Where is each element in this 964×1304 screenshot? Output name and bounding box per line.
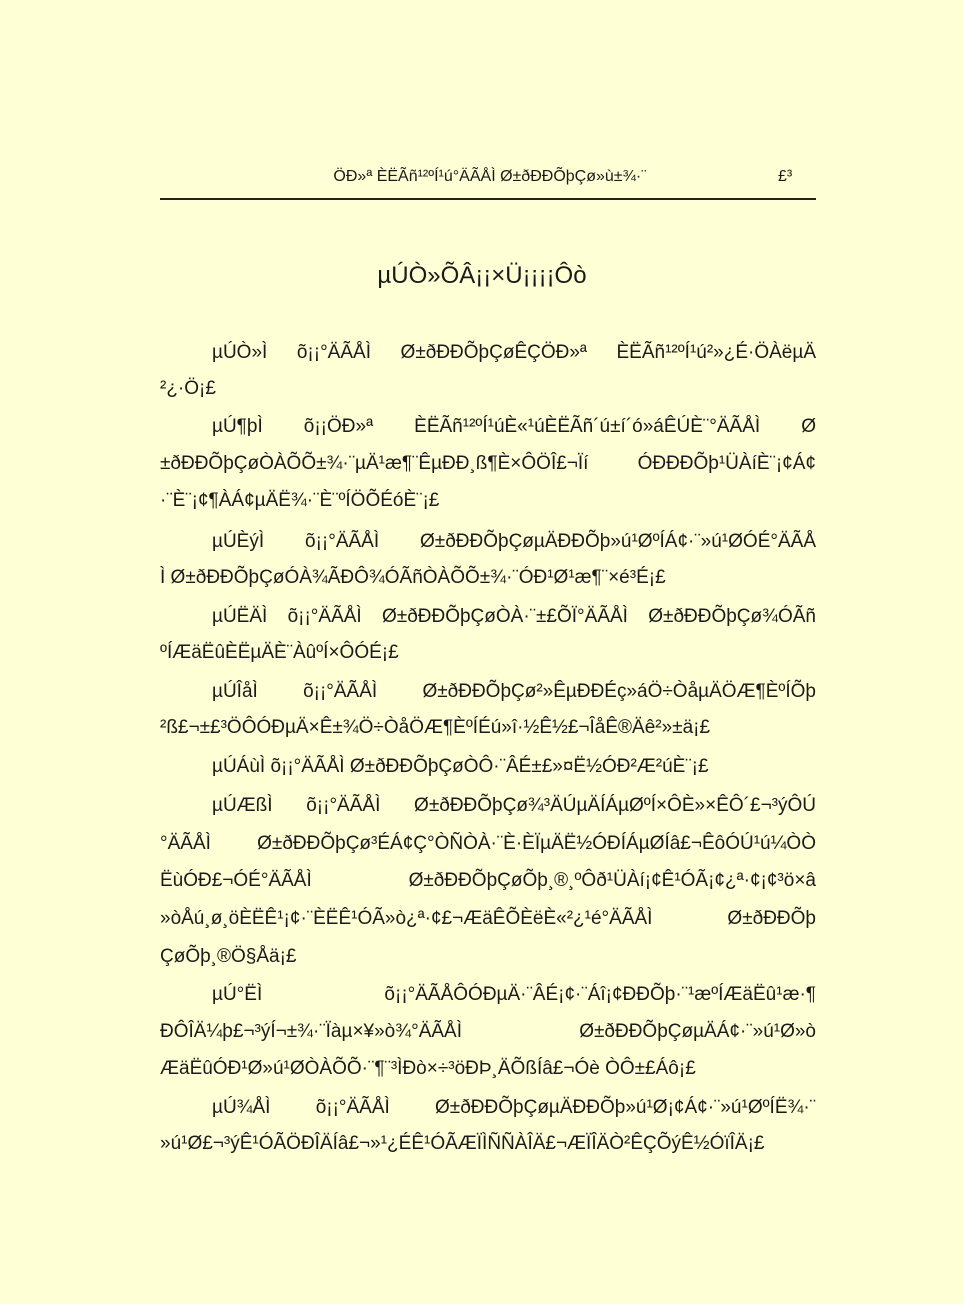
text-line: ÇøÕþ¸®Ö§Åä¡£ — [160, 946, 297, 967]
text-line: µÚ¶þÌ õ¡¡ÖÐ»ª ÈËÃñ¹²ºÍ¹úÈ«¹úÈËÃñ´ú±í´ó»áÊÚÈ¨°ÄÃÅÌ Ø — [212, 416, 816, 437]
text-line: ÆäËûÓÐ¹Ø»ú¹ØÒÀÕÕ·¨¶¨³ÌÐò×÷³öÐÞ¸ÄÕßÍâ£¬Óè ÒÔ±£Áô¡£ — [160, 1058, 696, 1079]
text-line: ·¨È¨¡¢¶ÀÁ¢µÄË¾·¨È¨ºÍÖÕÉóÈ¨¡£ — [160, 490, 440, 511]
running-header: ÖÐ»ª ÈËÃñ¹²ºÍ¹ú°ÄÃÅÌ Ø±ðÐÐÕþÇø»ù±¾·¨ — [333, 168, 647, 185]
chapter-title: µÚÒ»ÕÂ¡¡×Ü¡¡¡¡Ôò — [377, 262, 587, 289]
page-number: £³ — [778, 168, 793, 185]
text-line: °ÄÃÅÌ Ø±ðÐÐÕþÇø³ÉÁ¢Ç°ÒÑÒÀ·¨È·ÈÏµÄË½ÓÐÍÁµØÍâ£¬ÊôÓÚ¹ú¼ÒÒ — [160, 833, 816, 854]
header-divider — [160, 198, 816, 200]
text-line: µÚÈýÌ õ¡¡°ÄÃÅÌ Ø±ðÐÐÕþÇøµÄÐÐÕþ»ú¹ØºÍÁ¢·¨»ú¹ØÓÉ°ÄÃÅ — [212, 531, 816, 552]
text-line: µÚ¾ÅÌ õ¡¡°ÄÃÅÌ Ø±ðÐÐÕþÇøµÄÐÐÕþ»ú¹Ø¡¢Á¢·¨»ú¹ØºÍË¾·¨ — [212, 1097, 816, 1118]
text-line: µÚÒ»Ì õ¡¡°ÄÃÅÌ Ø±ðÐÐÕþÇøÊÇÖÐ»ª ÈËÃñ¹²ºÍ¹ú²»¿É·ÖÀëµÄ — [212, 342, 816, 363]
text-line: µÚÁùÌ õ¡¡°ÄÃÅÌ Ø±ðÐÐÕþÇøÒÔ·¨ÂÉ±£»¤Ë½ÓÐ²Æ²úÈ¨¡£ — [212, 756, 709, 777]
text-line: »ú¹Ø£¬³ýÊ¹ÓÃÖÐÎÄÍâ£¬»¹¿ÉÊ¹ÓÃÆÏÌÑÑÀÎÄ£¬ÆÏÎÄÒ²ÊÇÕýÊ½ÓïÎÄ¡£ — [160, 1133, 765, 1154]
text-line: µÚÎåÌ õ¡¡°ÄÃÅÌ Ø±ðÐÐÕþÇø²»ÊµÐÐÉç»áÖ÷ÒåµÄÖÆ¶ÈºÍÕþ — [212, 681, 816, 702]
text-line: »òÅú¸ø¸öÈËÊ¹¡¢·¨ÈËÊ¹ÓÃ»ò¿ª·¢£¬ÆäÊÕÈëÈ«²¿¹é°ÄÃÅÌ Ø±ðÐÐÕþ — [160, 908, 816, 929]
text-line: µÚËÄÌ õ¡¡°ÄÃÅÌ Ø±ðÐÐÕþÇøÒÀ·¨±£ÕÏ°ÄÃÅÌ Ø±ðÐÐÕþÇø¾ÓÃñ — [212, 606, 816, 627]
text-line: ²ß£¬±£³ÖÔÓÐµÄ×Ê±¾Ö÷ÒåÖÆ¶ÈºÍÉú»î·½Ê½£¬ÎåÊ®Äê²»±ä¡£ — [160, 717, 711, 738]
text-line: Ì Ø±ðÐÐÕþÇøÓÀ¾ÃÐÔ¾ÓÃñÒÀÕÕ±¾·¨ÓÐ¹Ø¹æ¶¨×é³É¡£ — [160, 567, 666, 588]
text-line: ºÍÆäËûÈËµÄÈ¨ÀûºÍ×ÔÓÉ¡£ — [160, 642, 399, 663]
text-line: ËùÓÐ£¬ÓÉ°ÄÃÅÌ Ø±ðÐÐÕþÇøÕþ¸®¸ºÔð¹ÜÀí¡¢Ê¹ÓÃ¡¢¿ª·¢¡¢³ö×â — [160, 870, 816, 891]
text-line: µÚ°ËÌ õ¡¡°ÄÃÅÔÓÐµÄ·¨ÂÉ¡¢·¨Áî¡¢ÐÐÕþ·¨¹æºÍÆäËû¹æ·¶ — [212, 984, 816, 1005]
text-line: ÐÔÎÄ¼þ£¬³ýÍ¬±¾·¨Ïàµ×¥»ò¾°ÄÃÅÌ Ø±ðÐÐÕþÇøµÄÁ¢·¨»ú¹Ø»ò — [160, 1021, 816, 1042]
text-line: ²¿·Ö¡£ — [160, 378, 216, 399]
text-line: µÚÆßÌ õ¡¡°ÄÃÅÌ Ø±ðÐÐÕþÇø¾³ÄÚµÄÍÁµØºÍ×ÔÈ»×ÊÔ´£¬³ýÔÚ — [212, 795, 816, 816]
text-line: ±ðÐÐÕþÇøÒÀÕÕ±¾·¨µÄ¹æ¶¨ÊµÐÐ¸ß¶È×ÔÖÎ£¬Ïí ÓÐÐÐÕþ¹ÜÀíÈ¨¡¢Á¢ — [160, 453, 816, 474]
